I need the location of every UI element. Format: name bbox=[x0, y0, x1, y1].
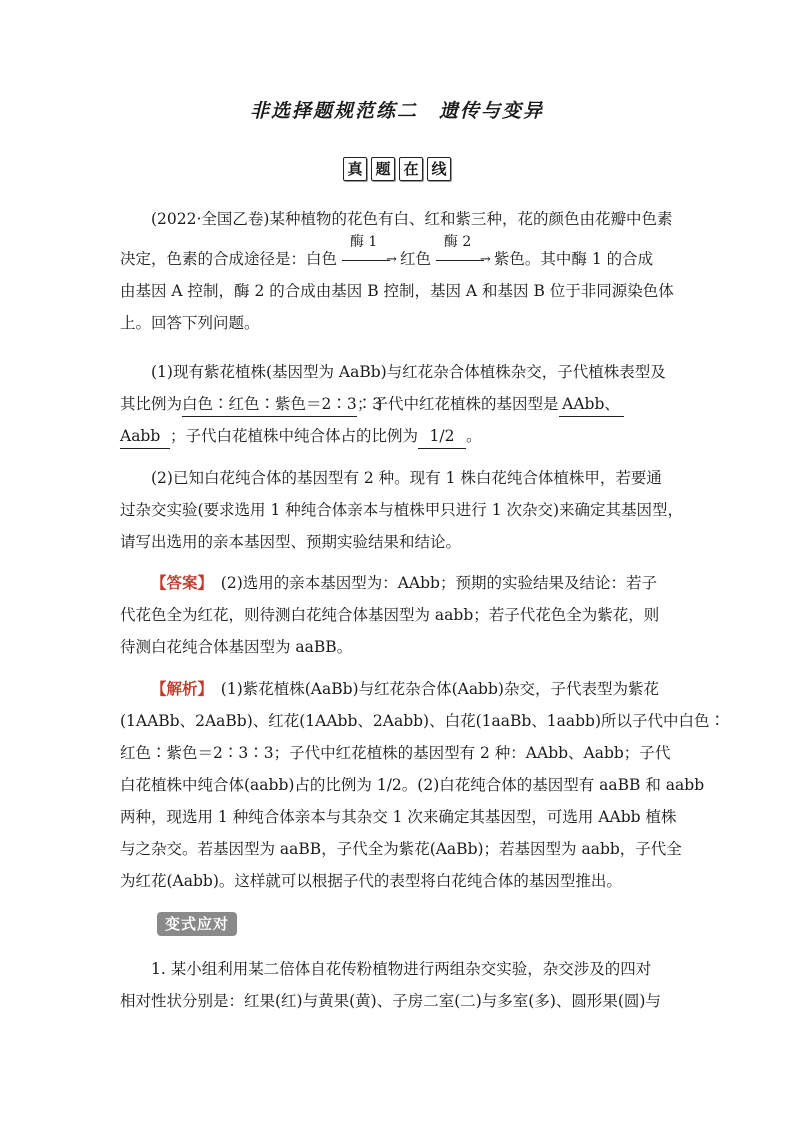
text-line bbox=[120, 420, 680, 452]
text-span: 。 bbox=[466, 427, 482, 445]
section-header-boxes bbox=[0, 157, 794, 181]
text-line: 由基因 A 控制，酶 2 的合成由基因 B 控制，基因 A 和基因 B 位于非同源染色体 bbox=[120, 282, 674, 300]
section-box-char: 线 bbox=[427, 157, 451, 181]
enzyme2-arrow-icon: 酶 2 → bbox=[436, 250, 494, 270]
text-line: 1. 某小组利用某二倍体自花传粉植物进行两组杂交实验，杂交涉及的四对 bbox=[151, 960, 652, 978]
section-box-char: 在 bbox=[399, 157, 423, 181]
text-line: (1)现有紫花植株(基因型为 AaBb)与红花杂合体植株杂交，子代植株表型及 bbox=[151, 363, 666, 381]
answer-blank-1: 白色∶红色∶紫色＝2∶3∶3 bbox=[182, 392, 357, 417]
text-span: 紫色。其中酶 1 的合成 bbox=[493, 250, 654, 268]
text-span: ；子代中红花植株的基因型是 bbox=[357, 395, 559, 413]
enzyme1-arrow-icon: 酶 1 → bbox=[342, 250, 400, 270]
text-span: 其比例为 bbox=[120, 395, 183, 413]
answer-blank-3: 1/2 bbox=[418, 424, 466, 449]
text-line bbox=[120, 673, 680, 705]
text-line: 相对性状分别是：红果(红)与黄果(黄)、子房二室(二)与多室(多)、圆形果(圆)与 bbox=[120, 992, 661, 1010]
text-line: 待测白花纯合体基因型为 aaBB。 bbox=[120, 638, 353, 656]
section-banner: 变式应对 bbox=[157, 912, 237, 936]
text-line: (1AABb、2AaBb)、红花(1AAbb、2Aabb)、白花(1aaBb、1aabb)所以子代中白色∶ bbox=[120, 712, 726, 730]
text-span: (2)选用的亲本基因型为：AAbb；预期的实验结果及结论：若子 bbox=[220, 574, 657, 592]
text-line: 白花植株中纯合体(aabb)占的比例为 1/2。(2)白花纯合体的基因型有 aaBB 和 aabb bbox=[120, 776, 705, 794]
section-box-char: 真 bbox=[343, 157, 367, 181]
intro-paragraph bbox=[120, 203, 680, 339]
question-1 bbox=[120, 356, 680, 452]
text-line: 上。回答下列问题。 bbox=[120, 314, 260, 332]
question-2 bbox=[120, 462, 684, 558]
text-line: 请写出选用的亲本基因型、预期实验结果和结论。 bbox=[120, 533, 462, 551]
text-line bbox=[120, 235, 680, 275]
text-span: ；子代白花植株中纯合体占的比例为 bbox=[170, 427, 419, 445]
answer-blank-2b: Aabb bbox=[120, 424, 170, 449]
text-line: 为红花(Aabb)。这样就可以根据子代的表型将白花纯合体的基因型推出。 bbox=[120, 872, 622, 890]
answer-blank-2a: AAbb、 bbox=[559, 392, 624, 417]
analysis-section bbox=[120, 673, 726, 897]
text-line: 与之杂交。若基因型为 aaBB，子代全为紫花(AaBb)；若基因型为 aabb，子代全 bbox=[120, 840, 682, 858]
text-line: 过杂交实验(要求选用 1 种纯合体亲本与植株甲只进行 1 次杂交)来确定其基因型， bbox=[120, 501, 684, 519]
enzyme1-label: 酶 1 bbox=[349, 234, 378, 250]
question-next bbox=[120, 953, 680, 1017]
enzyme2-label: 酶 2 bbox=[443, 234, 472, 250]
text-line bbox=[120, 567, 680, 599]
text-line bbox=[120, 388, 680, 420]
text-line: 红色∶紫色＝2∶3∶3；子代中红花植株的基因型有 2 种：AAbb、Aabb；子代 bbox=[120, 744, 671, 762]
answer-tag: 【答案】 bbox=[151, 573, 206, 592]
text-line: (2022·全国乙卷)某种植物的花色有白、红和紫三种，花的颜色由花瓣中色素 bbox=[151, 210, 673, 228]
answer-section bbox=[120, 567, 680, 663]
text-line: 代花色全为红花，则待测白花纯合体基因型为 aabb；若子代花色全为紫花，则 bbox=[120, 606, 660, 624]
text-line: 两种，现选用 1 种纯合体亲本与其杂交 1 次来确定其基因型，可选用 AAbb 植株 bbox=[120, 808, 677, 826]
text-span: 红色 bbox=[399, 250, 431, 268]
analysis-tag: 【解析】 bbox=[151, 679, 206, 698]
page-title: 非选择题规范练二 遗传与变异 bbox=[249, 100, 544, 122]
text-span: (1)紫花植株(AaBb)与红花杂合体(Aabb)杂交，子代表型为紫花 bbox=[220, 680, 659, 698]
text-line: (2)已知白花纯合体的基因型有 2 种。现有 1 株白花纯合体植株甲，若要通 bbox=[151, 469, 662, 487]
text-span: 决定，色素的合成途径是：白色 bbox=[120, 250, 338, 268]
section-box-char: 题 bbox=[371, 157, 395, 181]
